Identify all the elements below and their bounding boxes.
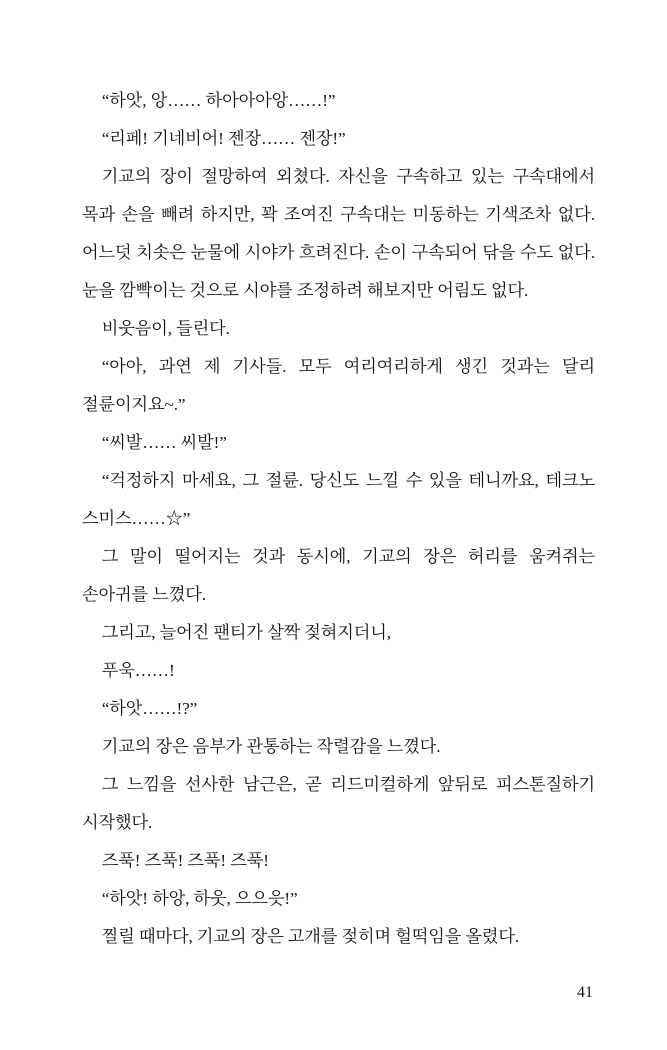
paragraph: 비웃음이, 들린다.: [101, 319, 230, 338]
page-number: 41: [577, 984, 593, 1001]
paragraph: “씨발…… 씨발!”: [101, 433, 227, 452]
page-body-text: [82, 82, 595, 956]
paragraph: 기교의 장이 절망하여 외쳤다. 자신을 구속하고 있는 구속대에서 목과 손을 빼려 하지만, 꽉 조여진 구속대는 미동하는 기색조차 없다. 어느덧 치솟은 눈물에 시야가 흐려진다. 손이 구속되어 닦을 수도 없다. 눈을 깜빡이는 것으로 시야를 조정하려 해보지만 어림도 없다.: [82, 167, 595, 300]
paragraph: 그 느낌을 선사한 남근은, 곧 리드미컬하게 앞뒤로 피스톤질하기 시작했다.: [82, 775, 595, 832]
paragraph: “걱정하지 마세요, 그 절륜. 당신도 느낄 수 있을 테니까요, 테크노 스미스……☆”: [82, 471, 595, 528]
paragraph: 찔릴 때마다, 기교의 장은 고개를 젖히며 헐떡임을 올렸다.: [101, 927, 520, 946]
paragraph: “하앗……!?”: [101, 699, 198, 718]
paragraph: 즈푹! 즈푹! 즈푹! 즈푹!: [101, 851, 269, 870]
paragraph: 그리고, 늘어진 팬티가 살짝 젖혀지더니,: [101, 623, 391, 642]
paragraph: 푸욱……!: [101, 661, 175, 680]
paragraph: 기교의 장은 음부가 관통하는 작렬감을 느꼈다.: [101, 737, 441, 756]
paragraph: “아아, 과연 제 기사들. 모두 여리여리하게 생긴 것과는 달리 절륜이지요~.”: [82, 357, 595, 414]
paragraph: “리페! 기네비어! 젠장…… 젠장!”: [101, 129, 346, 148]
paragraph: “하앗! 하앙, 하웃, 으으읏!”: [101, 889, 298, 908]
paragraph: 그 말이 떨어지는 것과 동시에, 기교의 장은 허리를 움켜쥐는 손아귀를 느꼈다.: [82, 547, 595, 604]
paragraph: “하앗, 앙…… 하아아아앙……!”: [101, 91, 336, 110]
